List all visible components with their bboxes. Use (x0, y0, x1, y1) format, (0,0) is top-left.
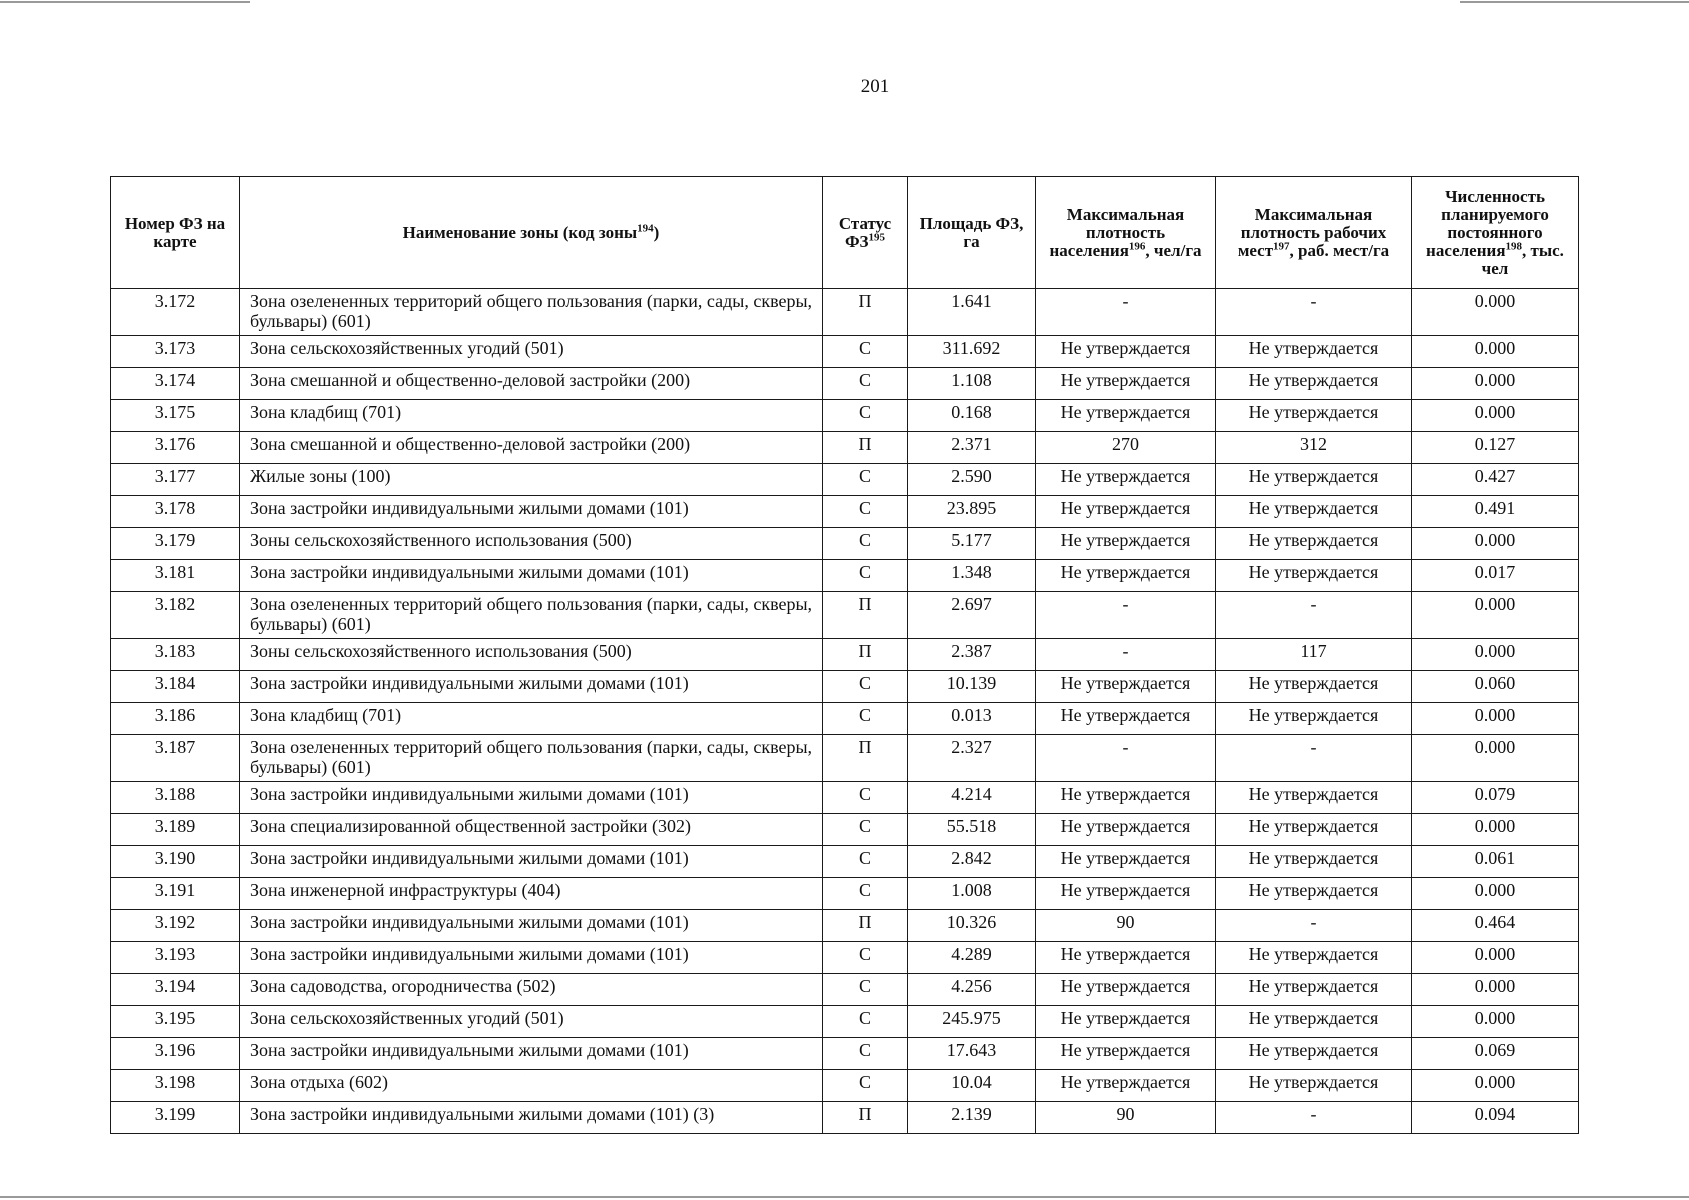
cell-population: 0.000 (1412, 814, 1579, 846)
cell-population: 0.000 (1412, 400, 1579, 432)
cell-number: 3.193 (111, 942, 240, 974)
cell-density-workplaces: Не утверждается (1216, 974, 1412, 1006)
cell-density-workplaces: Не утверждается (1216, 560, 1412, 592)
cell-density-population: Не утверждается (1036, 528, 1216, 560)
table-row (111, 639, 1579, 671)
cell-area: 23.895 (908, 496, 1036, 528)
table-row (111, 942, 1579, 974)
cell-status: П (823, 592, 908, 639)
cell-number: 3.189 (111, 814, 240, 846)
cell-status: С (823, 1070, 908, 1102)
cell-name: Зона смешанной и общественно-деловой застройки (200) (240, 432, 823, 464)
table-row (111, 878, 1579, 910)
cell-number: 3.199 (111, 1102, 240, 1134)
cell-density-population: Не утверждается (1036, 336, 1216, 368)
cell-population: 0.000 (1412, 336, 1579, 368)
cell-area: 1.348 (908, 560, 1036, 592)
cell-number: 3.177 (111, 464, 240, 496)
cell-name: Зона отдыха (602) (240, 1070, 823, 1102)
table-row (111, 703, 1579, 735)
table-row (111, 1070, 1579, 1102)
table-row (111, 910, 1579, 942)
table-row (111, 289, 1579, 336)
cell-status: С (823, 942, 908, 974)
cell-density-workplaces: Не утверждается (1216, 400, 1412, 432)
cell-density-population: Не утверждается (1036, 974, 1216, 1006)
cell-name: Зона застройки индивидуальными жилыми домами (101) (240, 846, 823, 878)
cell-number: 3.198 (111, 1070, 240, 1102)
cell-area: 1.641 (908, 289, 1036, 336)
zones-table (110, 176, 1579, 1134)
cell-name: Зона кладбищ (701) (240, 400, 823, 432)
header-population: Численность планируемого постоянного населения$^{198}$, тыс. чел (1412, 177, 1579, 289)
cell-status: С (823, 782, 908, 814)
cell-density-population: Не утверждается (1036, 368, 1216, 400)
cell-population: 0.127 (1412, 432, 1579, 464)
table-row (111, 735, 1579, 782)
cell-status: С (823, 974, 908, 1006)
cell-population: 0.491 (1412, 496, 1579, 528)
cell-population: 0.464 (1412, 910, 1579, 942)
cell-density-workplaces: Не утверждается (1216, 496, 1412, 528)
cell-status: П (823, 432, 908, 464)
cell-density-population: Не утверждается (1036, 464, 1216, 496)
cell-name: Зона застройки индивидуальными жилыми домами (101) (240, 496, 823, 528)
cell-number: 3.174 (111, 368, 240, 400)
cell-name: Зона застройки индивидуальными жилыми домами (101) (240, 671, 823, 703)
cell-population: 0.069 (1412, 1038, 1579, 1070)
table-row (111, 814, 1579, 846)
cell-status: С (823, 400, 908, 432)
header-density-population: Максимальная плотность населения$^{196}$, чел/га (1036, 177, 1216, 289)
cell-area: 2.590 (908, 464, 1036, 496)
cell-population: 0.017 (1412, 560, 1579, 592)
cell-area: 10.326 (908, 910, 1036, 942)
table-row (111, 400, 1579, 432)
table-row (111, 671, 1579, 703)
cell-name: Зоны сельскохозяйственного использования (500) (240, 639, 823, 671)
cell-number: 3.184 (111, 671, 240, 703)
cell-area: 2.697 (908, 592, 1036, 639)
cell-number: 3.192 (111, 910, 240, 942)
cell-density-population: Не утверждается (1036, 671, 1216, 703)
cell-density-population: Не утверждается (1036, 1070, 1216, 1102)
cell-population: 0.000 (1412, 528, 1579, 560)
cell-population: 0.000 (1412, 639, 1579, 671)
cell-area: 311.692 (908, 336, 1036, 368)
cell-area: 2.842 (908, 846, 1036, 878)
cell-density-population: 90 (1036, 910, 1216, 942)
cell-density-population: Не утверждается (1036, 1006, 1216, 1038)
cell-area: 2.371 (908, 432, 1036, 464)
cell-density-workplaces: Не утверждается (1216, 464, 1412, 496)
cell-density-population: Не утверждается (1036, 703, 1216, 735)
table-row (111, 432, 1579, 464)
cell-area: 5.177 (908, 528, 1036, 560)
cell-area: 55.518 (908, 814, 1036, 846)
cell-name: Зона сельскохозяйственных угодий (501) (240, 1006, 823, 1038)
cell-name: Зона застройки индивидуальными жилыми домами (101) (240, 1038, 823, 1070)
cell-status: С (823, 1006, 908, 1038)
cell-population: 0.000 (1412, 368, 1579, 400)
cell-area: 4.289 (908, 942, 1036, 974)
cell-population: 0.079 (1412, 782, 1579, 814)
cell-density-workplaces: - (1216, 735, 1412, 782)
cell-area: 4.214 (908, 782, 1036, 814)
cell-density-population: Не утверждается (1036, 1038, 1216, 1070)
cell-density-workplaces: Не утверждается (1216, 703, 1412, 735)
cell-number: 3.172 (111, 289, 240, 336)
cell-status: С (823, 846, 908, 878)
cell-density-population: - (1036, 592, 1216, 639)
cell-name: Зона застройки индивидуальными жилыми домами (101) (240, 560, 823, 592)
cell-area: 17.643 (908, 1038, 1036, 1070)
cell-area: 1.008 (908, 878, 1036, 910)
cell-status: С (823, 703, 908, 735)
cell-name: Зона застройки индивидуальными жилыми домами (101) (240, 782, 823, 814)
cell-status: П (823, 910, 908, 942)
cell-density-population: Не утверждается (1036, 400, 1216, 432)
scan-edge-top-right (1460, 1, 1689, 3)
cell-population: 0.000 (1412, 878, 1579, 910)
cell-status: С (823, 671, 908, 703)
cell-number: 3.179 (111, 528, 240, 560)
header-status: Статус ФЗ$^{195}$ (823, 177, 908, 289)
cell-density-workplaces: - (1216, 1102, 1412, 1134)
cell-density-workplaces: Не утверждается (1216, 846, 1412, 878)
cell-number: 3.176 (111, 432, 240, 464)
cell-status: С (823, 1038, 908, 1070)
cell-population: 0.000 (1412, 289, 1579, 336)
cell-name: Зона садоводства, огородничества (502) (240, 974, 823, 1006)
cell-density-workplaces: Не утверждается (1216, 368, 1412, 400)
table-row (111, 782, 1579, 814)
cell-density-population: Не утверждается (1036, 782, 1216, 814)
table-row (111, 1102, 1579, 1134)
cell-density-population: Не утверждается (1036, 878, 1216, 910)
table-row (111, 496, 1579, 528)
cell-status: С (823, 368, 908, 400)
cell-density-workplaces: Не утверждается (1216, 942, 1412, 974)
header-name: Наименование зоны (код зоны$^{194}$) (240, 177, 823, 289)
cell-density-population: Не утверждается (1036, 814, 1216, 846)
cell-area: 2.327 (908, 735, 1036, 782)
cell-density-population: - (1036, 735, 1216, 782)
cell-area: 245.975 (908, 1006, 1036, 1038)
cell-area: 0.168 (908, 400, 1036, 432)
cell-population: 0.000 (1412, 1070, 1579, 1102)
cell-density-workplaces: Не утверждается (1216, 336, 1412, 368)
cell-density-population: - (1036, 639, 1216, 671)
cell-status: П (823, 289, 908, 336)
cell-density-workplaces: Не утверждается (1216, 671, 1412, 703)
table-row (111, 592, 1579, 639)
cell-density-workplaces: Не утверждается (1216, 878, 1412, 910)
cell-density-workplaces: Не утверждается (1216, 814, 1412, 846)
header-area: Площадь ФЗ, га (908, 177, 1036, 289)
table-row (111, 846, 1579, 878)
cell-population: 0.000 (1412, 942, 1579, 974)
header-density-workplaces: Максимальная плотность рабочих мест$^{197}$, раб. мест/га (1216, 177, 1412, 289)
cell-status: С (823, 878, 908, 910)
cell-name: Жилые зоны (100) (240, 464, 823, 496)
cell-status: С (823, 464, 908, 496)
cell-name: Зона застройки индивидуальными жилыми домами (101) (3) (240, 1102, 823, 1134)
cell-number: 3.188 (111, 782, 240, 814)
table-row (111, 528, 1579, 560)
cell-name: Зона смешанной и общественно-деловой застройки (200) (240, 368, 823, 400)
cell-area: 0.013 (908, 703, 1036, 735)
cell-density-workplaces: Не утверждается (1216, 1070, 1412, 1102)
cell-name: Зоны сельскохозяйственного использования (500) (240, 528, 823, 560)
cell-density-workplaces: - (1216, 910, 1412, 942)
cell-density-population: 270 (1036, 432, 1216, 464)
cell-density-workplaces: - (1216, 592, 1412, 639)
cell-population: 0.000 (1412, 1006, 1579, 1038)
cell-area: 10.04 (908, 1070, 1036, 1102)
cell-number: 3.191 (111, 878, 240, 910)
cell-density-workplaces: Не утверждается (1216, 782, 1412, 814)
cell-name: Зона застройки индивидуальными жилыми домами (101) (240, 942, 823, 974)
cell-area: 2.139 (908, 1102, 1036, 1134)
cell-name: Зона застройки индивидуальными жилыми домами (101) (240, 910, 823, 942)
cell-name: Зона кладбищ (701) (240, 703, 823, 735)
cell-area: 10.139 (908, 671, 1036, 703)
cell-number: 3.194 (111, 974, 240, 1006)
cell-status: С (823, 528, 908, 560)
cell-population: 0.094 (1412, 1102, 1579, 1134)
cell-area: 4.256 (908, 974, 1036, 1006)
cell-density-population: 90 (1036, 1102, 1216, 1134)
cell-name: Зона озелененных территорий общего пользования (парки, сады, скверы, бульвары) (601) (240, 592, 823, 639)
table-row (111, 336, 1579, 368)
cell-status: П (823, 639, 908, 671)
cell-number: 3.190 (111, 846, 240, 878)
cell-name: Зона озелененных территорий общего пользования (парки, сады, скверы, бульвары) (601) (240, 735, 823, 782)
table-row (111, 368, 1579, 400)
cell-number: 3.181 (111, 560, 240, 592)
cell-density-population: Не утверждается (1036, 560, 1216, 592)
table-row (111, 560, 1579, 592)
cell-number: 3.183 (111, 639, 240, 671)
cell-status: С (823, 336, 908, 368)
table-header-row (111, 177, 1579, 289)
cell-number: 3.196 (111, 1038, 240, 1070)
table-row (111, 464, 1579, 496)
cell-density-population: - (1036, 289, 1216, 336)
cell-number: 3.175 (111, 400, 240, 432)
cell-number: 3.187 (111, 735, 240, 782)
cell-population: 0.000 (1412, 703, 1579, 735)
cell-name: Зона озелененных территорий общего пользования (парки, сады, скверы, бульвары) (601) (240, 289, 823, 336)
cell-population: 0.061 (1412, 846, 1579, 878)
cell-number: 3.182 (111, 592, 240, 639)
cell-number: 3.173 (111, 336, 240, 368)
cell-status: С (823, 814, 908, 846)
cell-density-workplaces: Не утверждается (1216, 1006, 1412, 1038)
cell-density-workplaces: Не утверждается (1216, 1038, 1412, 1070)
cell-status: П (823, 735, 908, 782)
scan-edge-bottom (0, 1196, 1689, 1198)
cell-status: С (823, 560, 908, 592)
cell-population: 0.060 (1412, 671, 1579, 703)
cell-area: 2.387 (908, 639, 1036, 671)
cell-status: С (823, 496, 908, 528)
cell-density-workplaces: Не утверждается (1216, 528, 1412, 560)
cell-density-workplaces: 117 (1216, 639, 1412, 671)
cell-population: 0.000 (1412, 592, 1579, 639)
table-row (111, 1038, 1579, 1070)
cell-population: 0.427 (1412, 464, 1579, 496)
page-number: 201 (860, 76, 890, 97)
scan-edge-top (0, 1, 250, 3)
cell-area: 1.108 (908, 368, 1036, 400)
cell-density-population: Не утверждается (1036, 942, 1216, 974)
cell-population: 0.000 (1412, 974, 1579, 1006)
header-number: Номер ФЗ на карте (111, 177, 240, 289)
cell-density-workplaces: 312 (1216, 432, 1412, 464)
cell-density-population: Не утверждается (1036, 496, 1216, 528)
table-row (111, 974, 1579, 1006)
cell-density-population: Не утверждается (1036, 846, 1216, 878)
cell-name: Зона инженерной инфраструктуры (404) (240, 878, 823, 910)
cell-name: Зона специализированной общественной застройки (302) (240, 814, 823, 846)
cell-name: Зона сельскохозяйственных угодий (501) (240, 336, 823, 368)
cell-number: 3.178 (111, 496, 240, 528)
table-row (111, 1006, 1579, 1038)
cell-density-workplaces: - (1216, 289, 1412, 336)
cell-status: П (823, 1102, 908, 1134)
cell-population: 0.000 (1412, 735, 1579, 782)
cell-number: 3.195 (111, 1006, 240, 1038)
cell-number: 3.186 (111, 703, 240, 735)
